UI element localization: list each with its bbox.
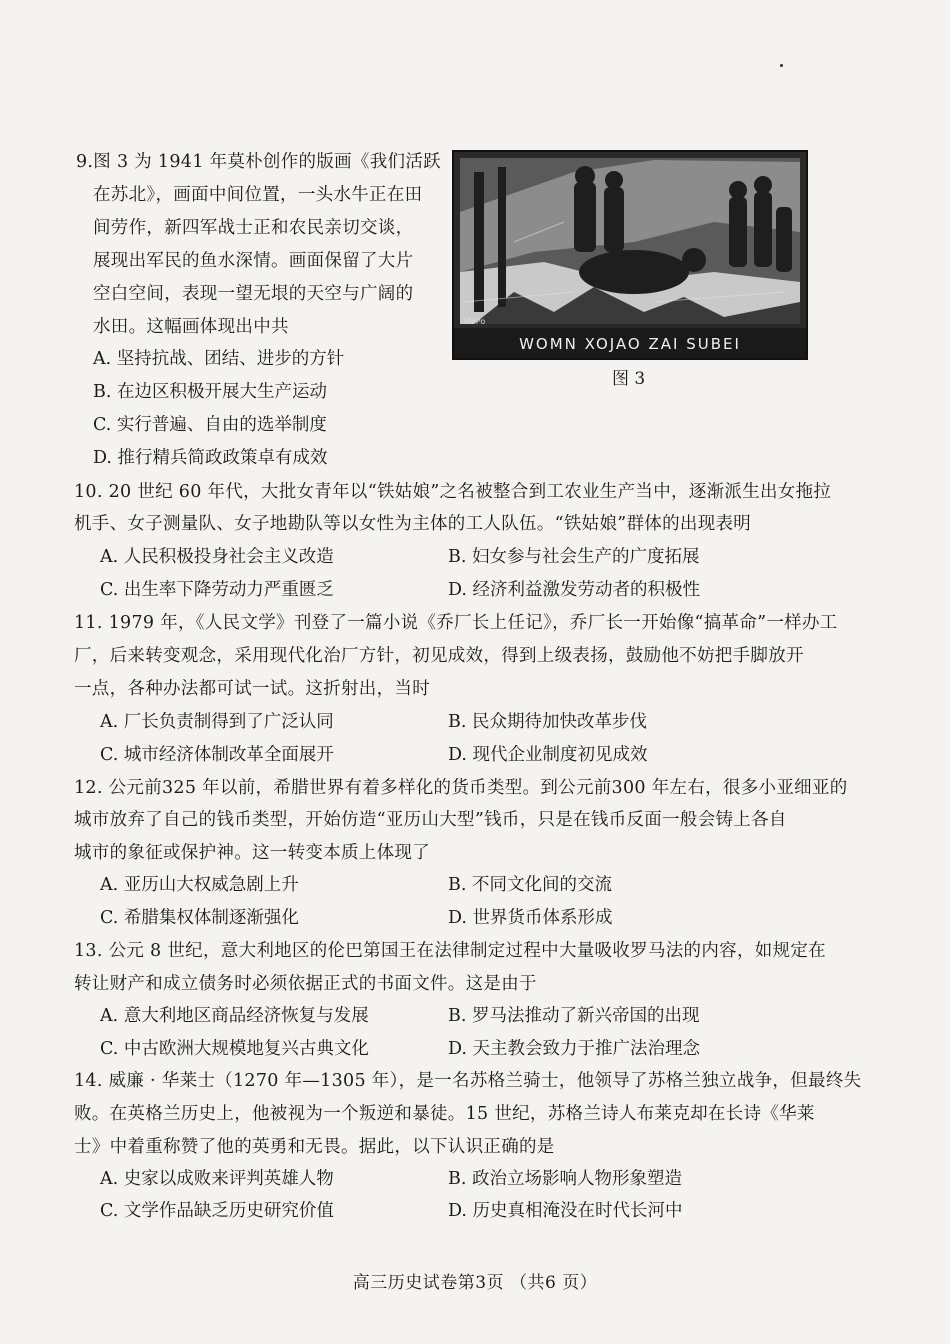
- q11-option-a: A. 厂长负责制得到了广泛认同: [100, 712, 334, 732]
- figure-caption: 图 3: [612, 369, 646, 389]
- q12-option-d: D. 世界货币体系形成: [448, 908, 613, 928]
- q10-option-a: A. 人民积极投身社会主义改造: [100, 547, 334, 567]
- q14-option-a: A. 史家以成败来评判英雄人物: [100, 1169, 334, 1189]
- q9-option-b: B. 在边区积极开展大生产运动: [93, 382, 327, 402]
- q14-option-b: B. 政治立场影响人物形象塑造: [448, 1169, 682, 1189]
- q14-option-d: D. 历史真相淹没在时代长河中: [448, 1201, 683, 1221]
- q11-line: 厂，后来转变观念，采用现代化治厂方针，初见成效，得到上级表扬，鼓励他不妨把手脚放开: [74, 646, 804, 666]
- q11-line: 一点，各种办法都可试一试。这折射出，当时: [74, 679, 430, 699]
- q9-line: 在苏北》，画面中间位置，一头水牛正在田: [93, 185, 423, 205]
- q9-line: 间劳作，新四军战士正和农民亲切交谈，: [93, 218, 414, 238]
- q9-option-c: C. 实行普遍、自由的选举制度: [93, 415, 327, 435]
- q10-option-d: D. 经济利益激发劳动者的积极性: [448, 580, 701, 600]
- q13-option-a: A. 意大利地区商品经济恢复与发展: [100, 1006, 369, 1026]
- artist-mark: MoPo: [464, 317, 486, 326]
- q11-option-c: C. 城市经济体制改革全面展开: [100, 745, 334, 765]
- q14-line: 士》中着重称赞了他的英勇和无畏。据此，以下认识正确的是: [74, 1137, 555, 1157]
- q9-line: 9.图 3 为 1941 年莫朴创作的版画《我们活跃: [76, 152, 441, 172]
- q12-option-a: A. 亚历山大权威急剧上升: [100, 875, 299, 895]
- woodcut-image: [454, 152, 806, 358]
- q13-line: 转让财产和成立债务时必须依据正式的书面文件。这是由于: [74, 974, 537, 994]
- figure-banner-text: WOMN XOJAO ZAI SUBEI: [519, 335, 741, 353]
- q11-option-b: B. 民众期待加快改革步伐: [448, 712, 647, 732]
- q14-line: 败。在英格兰历史上，他被视为一个叛逆和暴徒。15 世纪，苏格兰诗人布莱克却在长诗《华莱: [74, 1104, 815, 1124]
- q13-line: 13. 公元 8 世纪，意大利地区的伦巴第国王在法律制定过程中大量吸收罗马法的内容，如规定在: [74, 941, 826, 961]
- q12-line: 城市放弃了自己的钱币类型，开始仿造“亚历山大型”钱币，只是在钱币反面一般会铸上各自: [74, 810, 787, 830]
- q12-line: 城市的象征或保护神。这一转变本质上体现了: [74, 843, 430, 863]
- q13-option-d: D. 天主教会致力于推广法治理念: [448, 1039, 701, 1059]
- q12-line: 12. 公元前325 年以前，希腊世界有着多样化的货币类型。到公元前300 年左右，很多小亚细亚的: [74, 778, 848, 798]
- q11-line: 11. 1979 年，《人民文学》刊登了一篇小说《乔厂长上任记》，乔厂长一开始像“搞革命”一样办工: [74, 613, 838, 633]
- q10-option-c: C. 出生率下降劳动力严重匮乏: [100, 580, 334, 600]
- q14-option-c: C. 文学作品缺乏历史研究价值: [100, 1201, 334, 1221]
- q9-line: 空白空间，表现一望无垠的天空与广阔的: [93, 284, 414, 304]
- q10-line: 机手、女子测量队、女子地勘队等以女性为主体的工人队伍。“铁姑娘”群体的出现表明: [74, 514, 752, 534]
- q11-option-d: D. 现代企业制度初见成效: [448, 745, 648, 765]
- q12-option-b: B. 不同文化间的交流: [448, 875, 612, 895]
- speck: [780, 64, 783, 67]
- q9-line: 水田。这幅画体现出中共: [93, 317, 289, 337]
- q13-option-c: C. 中古欧洲大规模地复兴古典文化: [100, 1039, 369, 1059]
- q9-option-a: A. 坚持抗战、团结、进步的方针: [93, 349, 345, 369]
- q9-option-d: D. 推行精兵简政政策卓有成效: [93, 448, 328, 468]
- q9-line: 展现出军民的鱼水深情。画面保留了大片: [93, 251, 414, 271]
- woodcut-figure-3: [452, 150, 808, 360]
- q14-line: 14. 威廉 · 华莱士（1270 年—1305 年），是一名苏格兰骑士，他领导了苏格兰独立战争，但最终失: [74, 1071, 862, 1091]
- q10-option-b: B. 妇女参与社会生产的广度拓展: [448, 547, 700, 567]
- q12-option-c: C. 希腊集权体制逐渐强化: [100, 908, 299, 928]
- page-footer: 高三历史试卷第3页 （共6 页）: [352, 1273, 598, 1293]
- q13-option-b: B. 罗马法推动了新兴帝国的出现: [448, 1006, 700, 1026]
- q10-line: 10. 20 世纪 60 年代，大批女青年以“铁姑娘”之名被整合到工农业生产当中，逐渐派生出女拖拉: [74, 482, 832, 502]
